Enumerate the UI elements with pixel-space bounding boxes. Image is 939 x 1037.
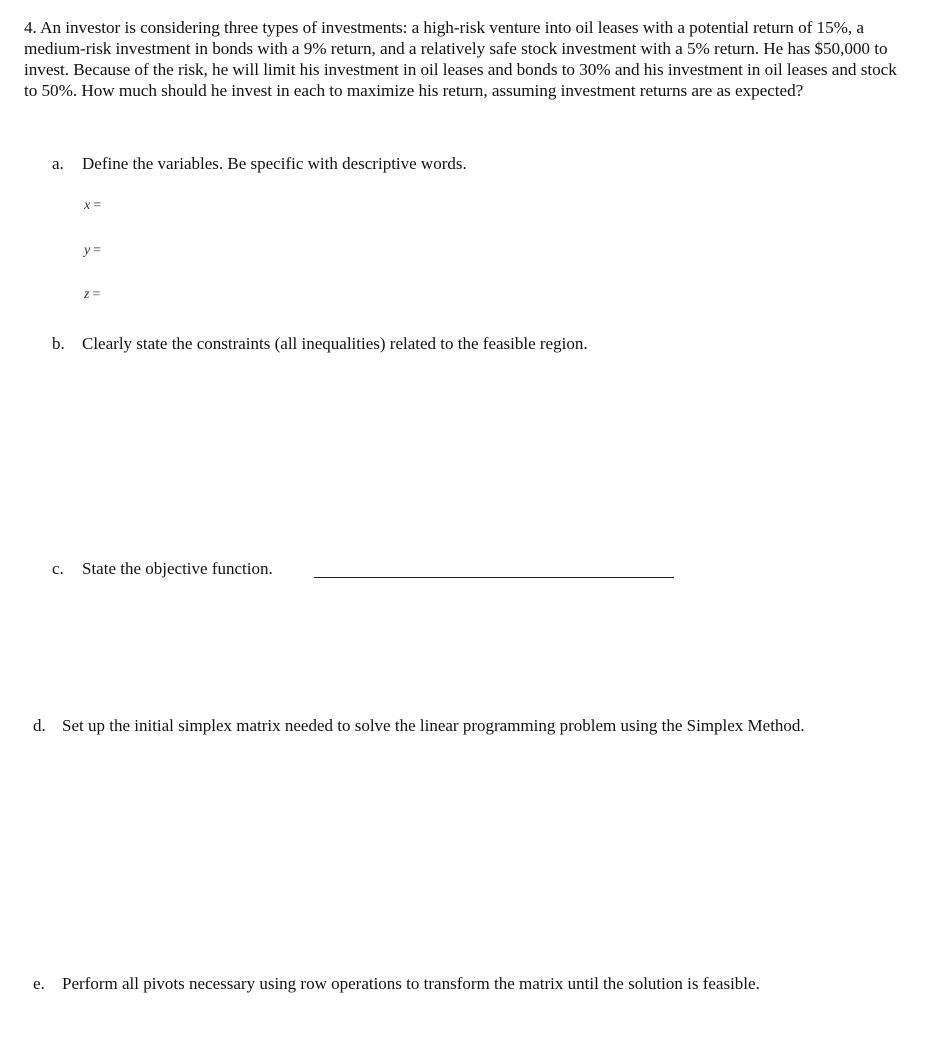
part-e	[33, 973, 760, 994]
problem-statement	[24, 17, 914, 101]
variable-y-row	[84, 243, 101, 259]
part-b	[52, 333, 588, 354]
part-b-text: Clearly state the constraints (all inequalities) related to the feasible region.	[82, 334, 588, 353]
part-d-text: Set up the initial simplex matrix needed to solve the linear programming problem using the Simplex Method.	[62, 716, 805, 735]
variable-x-equals: =	[93, 198, 102, 213]
part-a-letter: a.	[52, 154, 64, 173]
variable-z-equals: =	[92, 287, 101, 302]
variable-z-row	[84, 287, 100, 303]
objective-function-answer-line	[314, 577, 674, 578]
variable-x-row	[84, 198, 101, 214]
part-c-letter: c.	[52, 559, 64, 578]
part-e-text: Perform all pivots necessary using row operations to transform the matrix until the solution is feasible.	[62, 974, 760, 993]
part-d-letter: d.	[33, 716, 46, 735]
part-e-letter: e.	[33, 974, 45, 993]
part-c-text: State the objective function.	[82, 559, 273, 578]
problem-number: 4.	[24, 18, 37, 37]
part-b-letter: b.	[52, 334, 65, 353]
variable-y-equals: =	[93, 243, 102, 258]
variable-y-name: y	[84, 243, 91, 258]
variable-x-name: x	[84, 198, 91, 213]
variable-z-name: z	[84, 287, 90, 302]
part-a	[52, 153, 467, 174]
part-a-text: Define the variables. Be specific with descriptive words.	[82, 154, 467, 173]
problem-text: An investor is considering three types of investments: a high-risk venture into oil leases with a potential return of 15%, a medium-risk investment in bonds with a 9% return, and a relatively safe stock investment with a 5% return. He has $50,000 to invest. Because of the risk, he will limit his investment in oil leases and bonds to 30% and his investment in oil leases and stock to 50%. How much should he invest in each to maximize his return, assuming investment returns are as expected?	[24, 18, 897, 100]
part-c	[52, 558, 273, 579]
